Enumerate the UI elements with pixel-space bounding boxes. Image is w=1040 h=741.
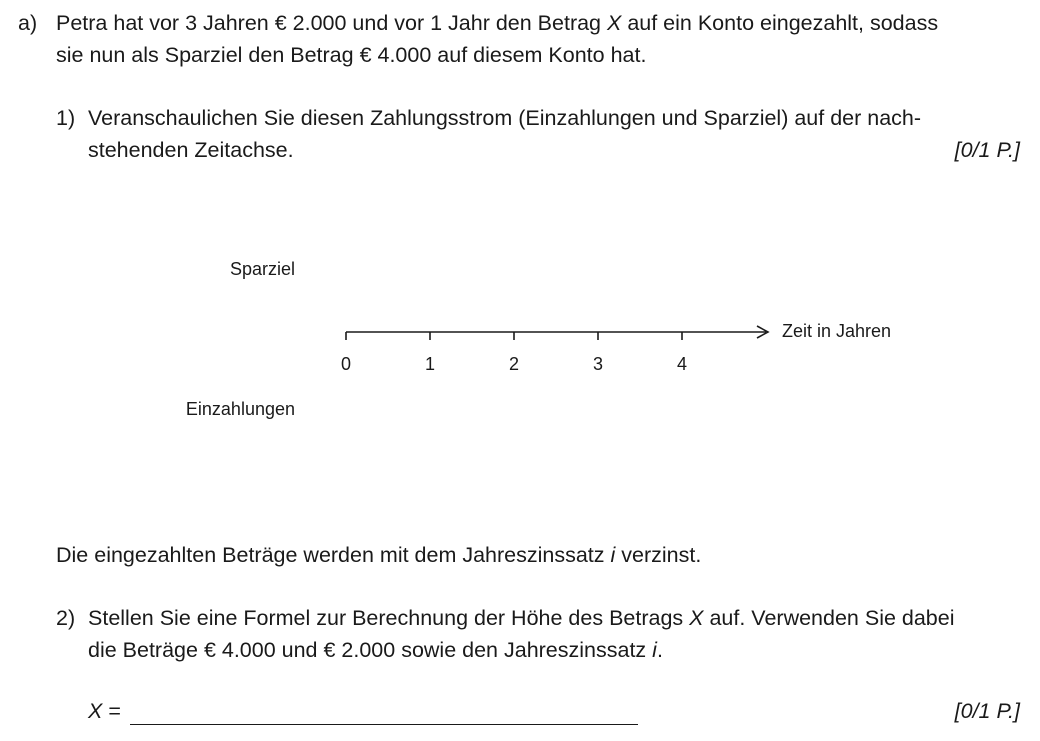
tick-label-4: 4	[676, 354, 688, 374]
variable-i: i	[610, 543, 616, 567]
tick-label-3: 3	[592, 354, 604, 374]
timeline-label-sparziel: Sparziel	[229, 259, 295, 279]
intro-text-pre: Petra hat vor 3 Jahren € 2.000 und vor 1 Jahr den Betrag	[56, 11, 607, 35]
question-2-points: [0/1 P.]	[954, 699, 1020, 723]
question-2-line1	[88, 603, 955, 634]
answer-blank-line[interactable]	[130, 724, 638, 725]
q2-line1-post: auf. Verwenden Sie dabei	[703, 606, 955, 630]
question-1-number: 1)	[56, 106, 76, 130]
question-2-line2	[88, 635, 663, 666]
variable-x: X	[607, 11, 622, 35]
answer-prompt	[88, 696, 121, 727]
tick-label-2: 2	[508, 354, 520, 374]
tick-label-1: 1	[424, 354, 436, 374]
question-1-points: [0/1 P.]	[954, 138, 1020, 162]
timeline-axis-label: Zeit in Jahren	[782, 321, 892, 341]
timeline-label-einzahlungen: Einzahlungen	[185, 399, 295, 419]
question-2-number: 2)	[56, 606, 76, 630]
interest-text-pre: Die eingezahlten Beträge werden mit dem Jahreszinssatz	[56, 543, 611, 567]
q2-line2-pre: die Beträge € 4.000 und € 2.000 sowie den Jahreszinssatz	[88, 638, 653, 662]
interest-text-post: verzinst.	[615, 543, 702, 567]
answer-variable-x: X	[88, 699, 103, 723]
variable-x: X	[689, 606, 704, 630]
tick-label-0: 0	[340, 354, 352, 374]
variable-i: i	[652, 638, 657, 662]
task-label: a)	[18, 11, 38, 35]
q2-line1-pre: Stellen Sie eine Formel zur Berechnung der Höhe des Betrags	[88, 606, 690, 630]
task-intro-line2: sie nun als Sparziel den Betrag € 4.000 auf diesem Konto hat.	[56, 43, 647, 67]
intro-text-post: auf ein Konto eingezahlt, sodass	[621, 11, 939, 35]
interest-statement	[56, 540, 701, 571]
question-1-line1: Veranschaulichen Sie diesen Zahlungsstrom (Einzahlungen und Sparziel) auf der nach-	[88, 106, 922, 130]
answer-equals: =	[102, 699, 121, 723]
q2-line2-post: .	[656, 638, 663, 662]
question-1-line2: stehenden Zeitachse.	[88, 138, 294, 162]
